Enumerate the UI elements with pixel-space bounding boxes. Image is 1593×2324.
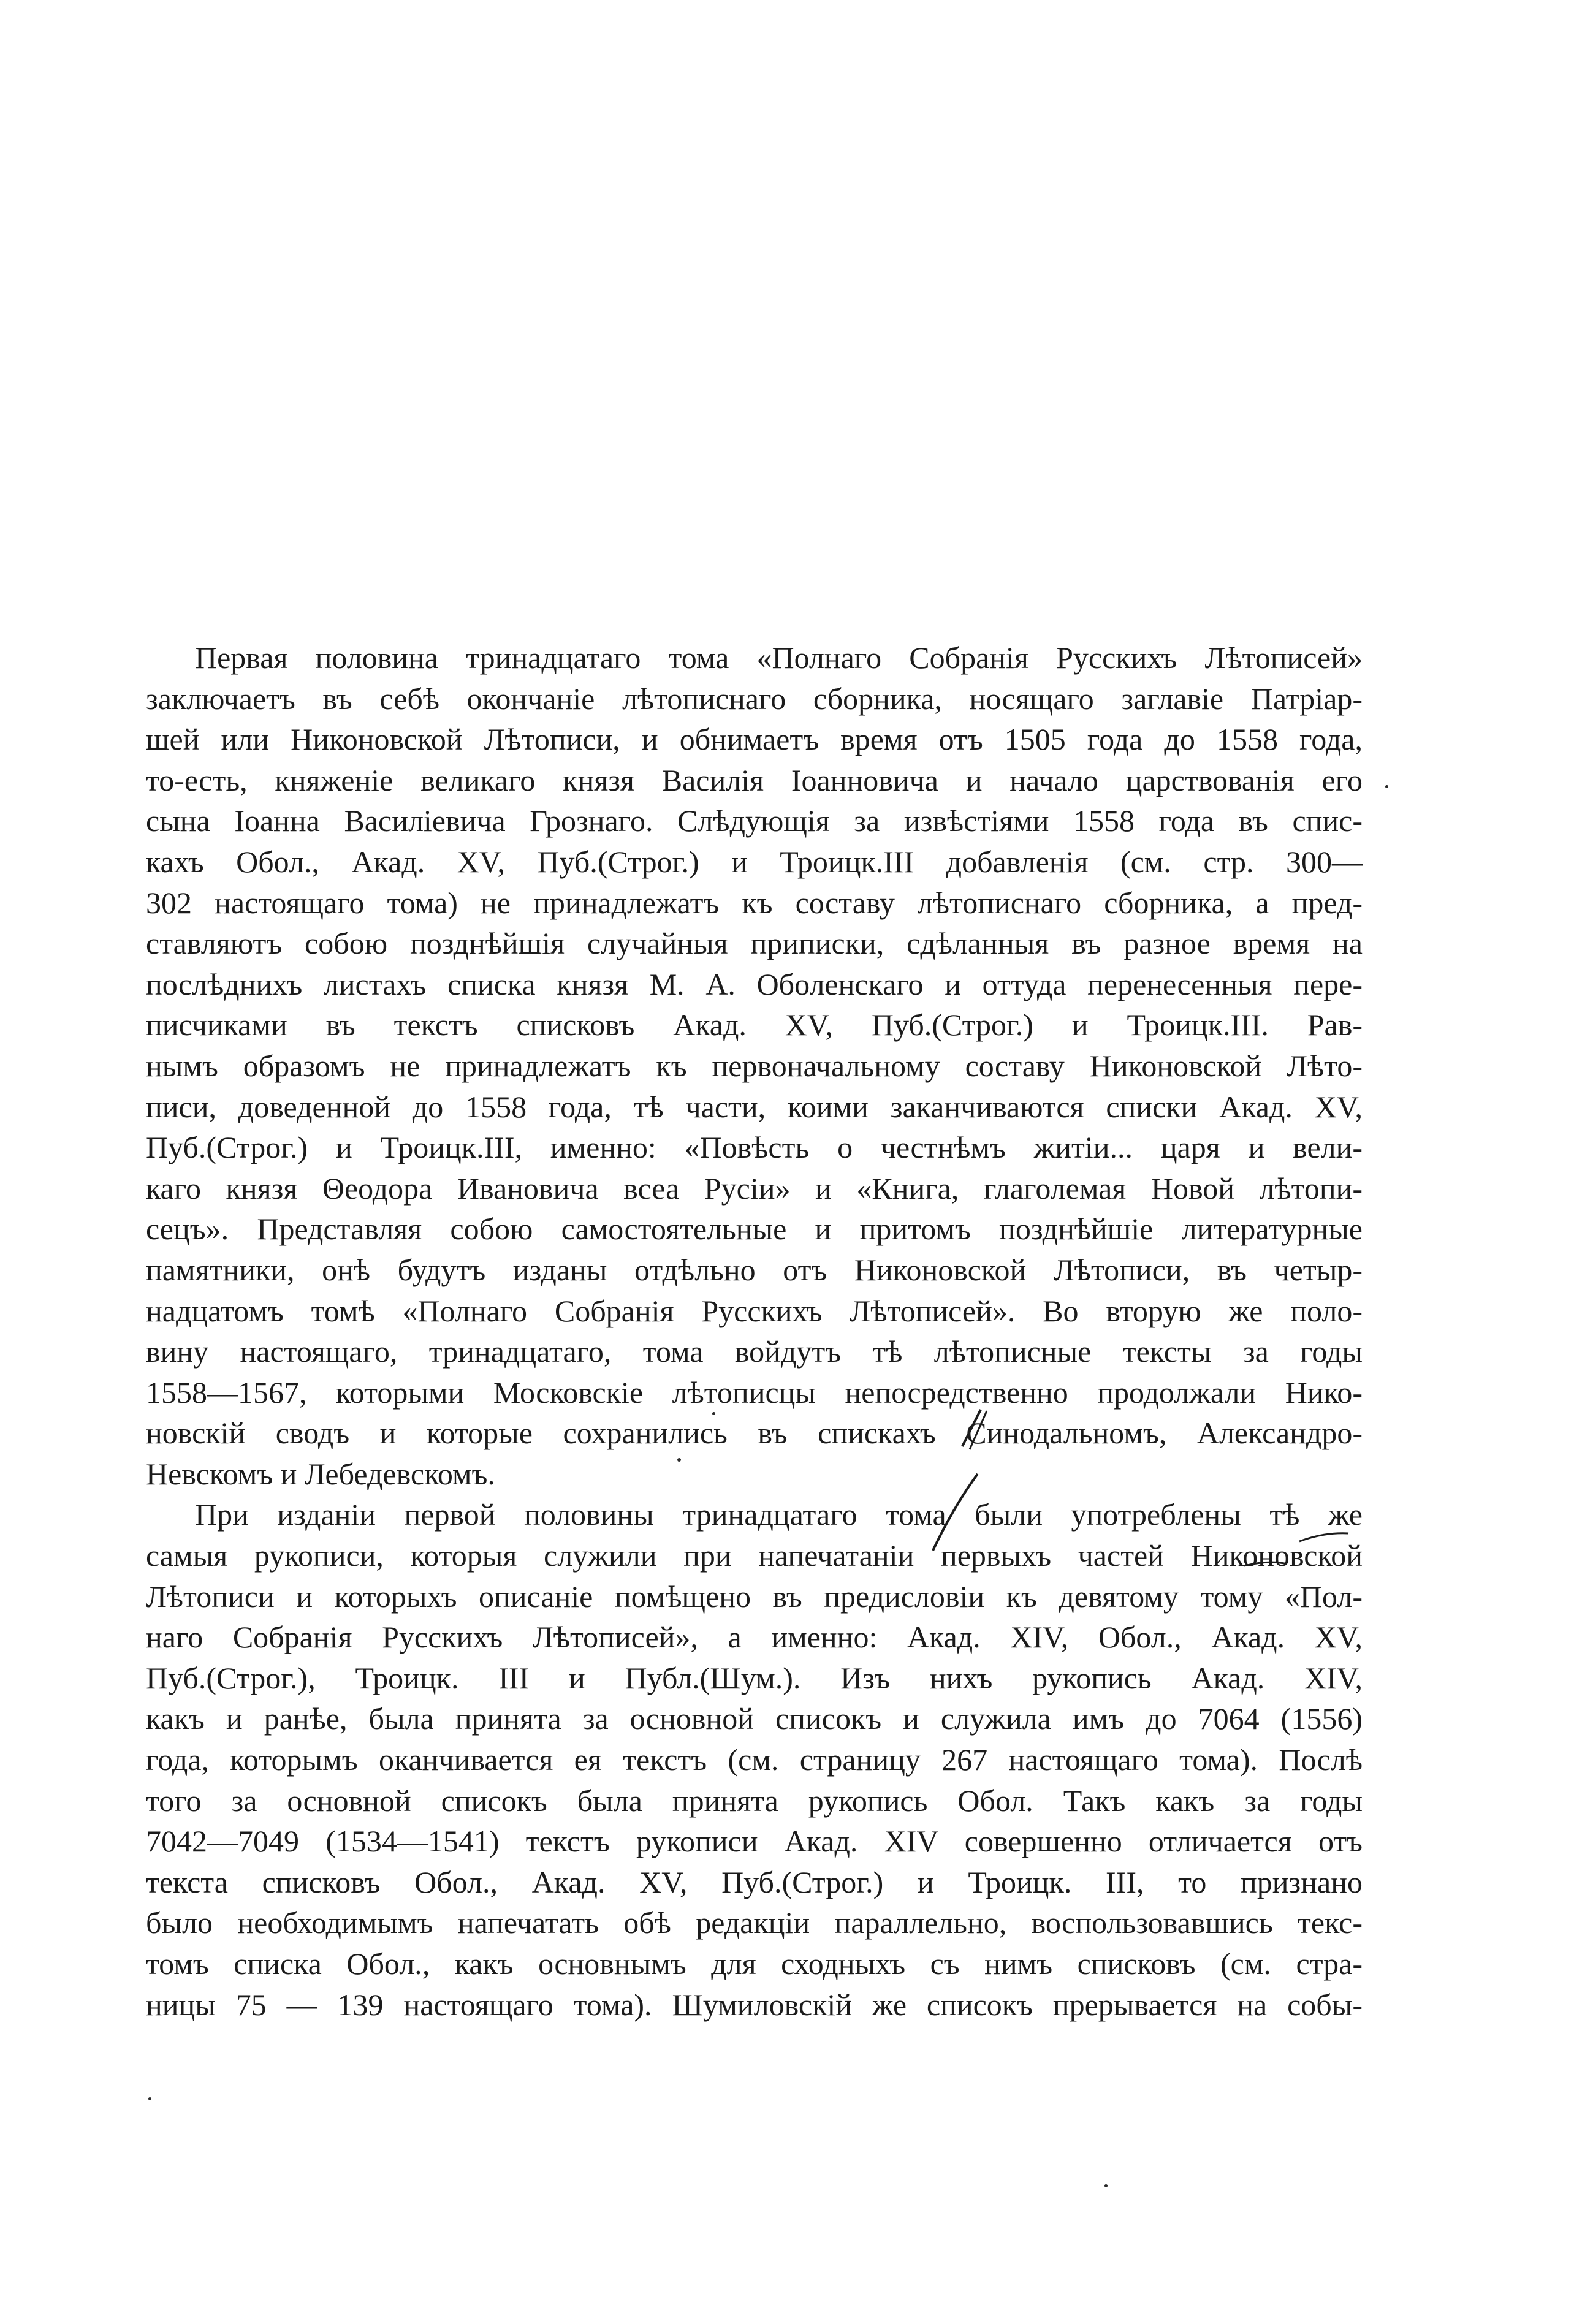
text-line: каго князя Θеодора Ивановича всеа Русіи» и «Книга, глаголемая Новой лѣтопи-: [146, 1171, 1363, 1206]
text-line: памятники, онѣ будутъ изданы отдѣльно отъ Никоновской Лѣтописи, въ четыр-: [146, 1252, 1363, 1287]
text-line: какъ и ранѣе, была принята за основной списокъ и служила имъ до 7064 (1556): [146, 1701, 1363, 1736]
text-line: 302 настоящаго тома) не принадлежатъ къ составу лѣтописнаго сборника, а пред-: [146, 885, 1363, 920]
text-line: надцатомъ томѣ «Полнаго Собранія Русскихъ Лѣтописей». Во вторую же поло-: [146, 1293, 1363, 1328]
scan-speck: [148, 2097, 151, 2100]
text-line: Пуб.(Строг.) и Троицк.III, именно: «Повѣсть о честнѣмъ житіи... царя и вели-: [146, 1130, 1363, 1165]
text-line: текста списковъ Обол., Акад. XV, Пуб.(Строг.) и Троицк. III, то признано: [146, 1864, 1363, 1899]
text-line: томъ списка Обол., какъ основнымъ для сходныхъ съ нимъ списковъ (см. стра-: [146, 1946, 1363, 1981]
scan-speck: [712, 1412, 715, 1415]
text-line: ставляютъ собою позднѣйшія случайныя приписки, сдѣланныя въ разное время на: [146, 926, 1363, 961]
text-line: вину настоящаго, тринадцатаго, тома войдутъ тѣ лѣтописные тексты за годы: [146, 1334, 1363, 1369]
text-line: года, которымъ оканчивается ея текстъ (см. страницу 267 настоящаго тома). Послѣ: [146, 1742, 1363, 1777]
text-line: то-есть, княженіе великаго князя Василія Іоанновича и начало царствованія его: [146, 762, 1363, 797]
text-line: того за основной списокъ была принята рукопись Обол. Такъ какъ за годы: [146, 1783, 1363, 1818]
text-line: Лѣтописи и которыхъ описаніе помѣщено въ предисловіи къ девятому тому «Пол-: [146, 1579, 1363, 1614]
text-line: кахъ Обол., Акад. XV, Пуб.(Строг.) и Троицк.III добавленія (см. стр. 300—: [146, 844, 1363, 879]
text-line: сына Іоанна Василіевича Грознаго. Слѣдующія за извѣстіями 1558 года въ спис-: [146, 803, 1363, 838]
text-line: писчиками въ текстъ списковъ Акад. XV, Пуб.(Строг.) и Троицк.III. Рав-: [146, 1008, 1363, 1042]
text-line: самыя рукописи, которыя служили при напечатаніи первыхъ частей Никоновской: [146, 1538, 1363, 1573]
body-text: [146, 637, 1363, 2025]
scan-speck: [1104, 2184, 1108, 2187]
text-line: нымъ образомъ не принадлежатъ къ первоначальному составу Никоновской Лѣто-: [146, 1048, 1363, 1083]
text-line: шей или Никоновской Лѣтописи, и обнимаетъ время отъ 1505 года до 1558 года,: [146, 722, 1363, 757]
text-line: ницы 75 — 139 настоящаго тома). Шумиловскій же списокъ прерывается на собы-: [146, 1987, 1363, 2022]
text-line: 7042—7049 (1534—1541) текстъ рукописи Акад. XIV совершенно отличается отъ: [146, 1824, 1363, 1859]
text-line: новскій сводъ и которые сохранились въ спискахъ Синодальномъ, Александро-: [146, 1416, 1363, 1451]
text-line: Пуб.(Строг.), Троицк. III и Публ.(Шум.). Изъ нихъ рукопись Акад. XIV,: [146, 1660, 1363, 1695]
text-line: наго Собранія Русскихъ Лѣтописей», а именно: Акад. XIV, Обол., Акад. XV,: [146, 1620, 1363, 1655]
scan-speck: [677, 1458, 681, 1462]
text-line: было необходимымъ напечатать обѣ редакціи параллельно, воспользовавшись текс-: [146, 1905, 1363, 1940]
text-line: 1558—1567, которыми Московскіе лѣтописцы непосредственно продолжали Нико-: [146, 1375, 1363, 1410]
text-line: заключаетъ въ себѣ окончаніе лѣтописнаго сборника, носящаго заглавіе Патріар-: [146, 681, 1363, 716]
pen-annotation: [895, 1403, 1385, 1587]
text-line: писи, доведенной до 1558 года, тѣ части, коими заканчиваются списки Акад. XV,: [146, 1089, 1363, 1124]
scan-speck: [1385, 785, 1388, 788]
text-line: При изданіи первой половины тринадцатаго тома были употреблены тѣ же: [195, 1497, 1363, 1532]
text-line: Первая половина тринадцатаго тома «Полнаго Собранія Русскихъ Лѣтописей»: [195, 640, 1363, 675]
text-line: Невскомъ и Лебедевскомъ.: [146, 1456, 495, 1491]
text-line: сецъ». Представляя собою самостоятельные и притомъ позднѣйшіе литературные: [146, 1212, 1363, 1247]
text-line: послѣднихъ листахъ списка князя М. А. Оболенскаго и оттуда перенесенныя пере-: [146, 966, 1363, 1001]
paragraph-1: [146, 637, 1363, 1494]
